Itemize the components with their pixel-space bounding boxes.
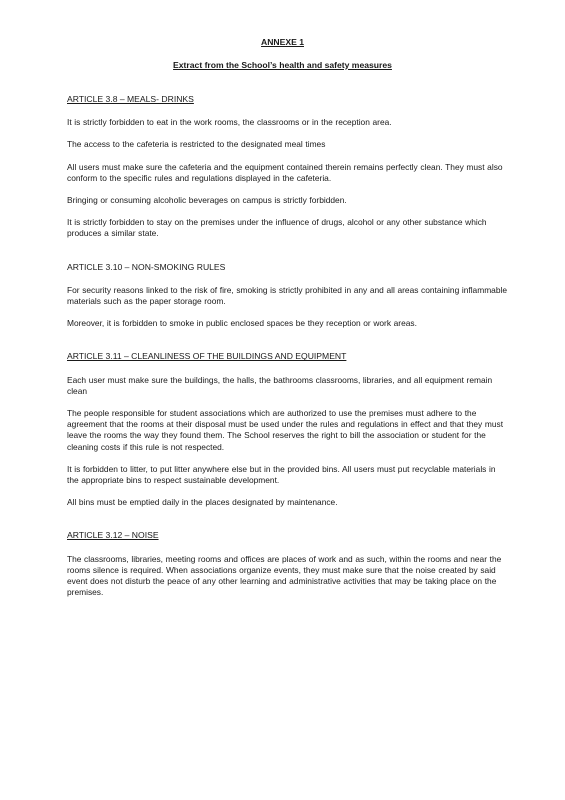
paragraph: Bringing or consuming alcoholic beverages on campus is strictly forbidden.	[67, 195, 347, 206]
article-3-11	[67, 351, 507, 508]
article-3-12	[67, 530, 507, 598]
annexe-title: ANNEXE 1	[261, 37, 304, 47]
paragraph: The classrooms, libraries, meeting rooms and offices are places of work and as such, within the rooms and near the rooms silence is required. When associations organize events, they must make sure that the noise created by said event does not disturb the peace of any other learning and administrative activities that may be taking place on the premises.	[67, 553, 502, 598]
paragraph: For security reasons linked to the risk of fire, smoking is strictly prohibited in any and all areas containing inflammable materials such as the paper storage room.	[67, 284, 508, 307]
paragraph: All users must make sure the cafeteria and the equipment contained therein remains perfectly clean. They must also conform to the specific rules and regulations displayed in the cafeteria.	[67, 161, 503, 183]
paragraph: The access to the cafeteria is restricted to the designated meal times	[67, 139, 326, 150]
article-heading: ARTICLE 3.12 – NOISE	[67, 530, 159, 541]
paragraph: Each user must make sure the buildings, the halls, the bathrooms classrooms, libraries, and all equipment remain clean	[67, 374, 493, 396]
article-heading: ARTICLE 3.10 – NON-SMOKING RULES	[67, 261, 226, 272]
paragraph: All bins must be emptied daily in the places designated by maintenance.	[67, 497, 338, 508]
paragraph: It is strictly forbidden to stay on the premises under the influence of drugs, alcohol or any other substance which produces a similar state.	[67, 217, 487, 239]
article-3-10	[67, 262, 507, 330]
article-heading: ARTICLE 3.11 – CLEANLINESS OF THE BUILDINGS AND EQUIPMENT	[67, 351, 347, 362]
paragraph: It is strictly forbidden to eat in the work rooms, the classrooms or in the reception area.	[67, 117, 392, 128]
document-body	[67, 94, 507, 620]
paragraph: It is forbidden to litter, to put litter anywhere else but in the provided bins. All users must put recyclable materials in the appropriate bins to respect sustainable development.	[67, 463, 496, 486]
paragraph: Moreover, it is forbidden to smoke in public enclosed spaces be they reception or work areas.	[67, 318, 417, 329]
document-subtitle: Extract from the School’s health and safety measures	[173, 60, 392, 70]
article-3-8	[67, 94, 507, 240]
article-heading: ARTICLE 3.8 – MEALS- DRINKS	[67, 94, 194, 104]
paragraph: The people responsible for student associations which are authorized to use the premises must adhere to the agreement that the rooms at their disposal must be used under the rules and regulations in effect and that they must leave the rooms the way they found them. The School reserves the right to bill the association or student for the cleaning costs if this rule is not respected.	[67, 408, 504, 452]
